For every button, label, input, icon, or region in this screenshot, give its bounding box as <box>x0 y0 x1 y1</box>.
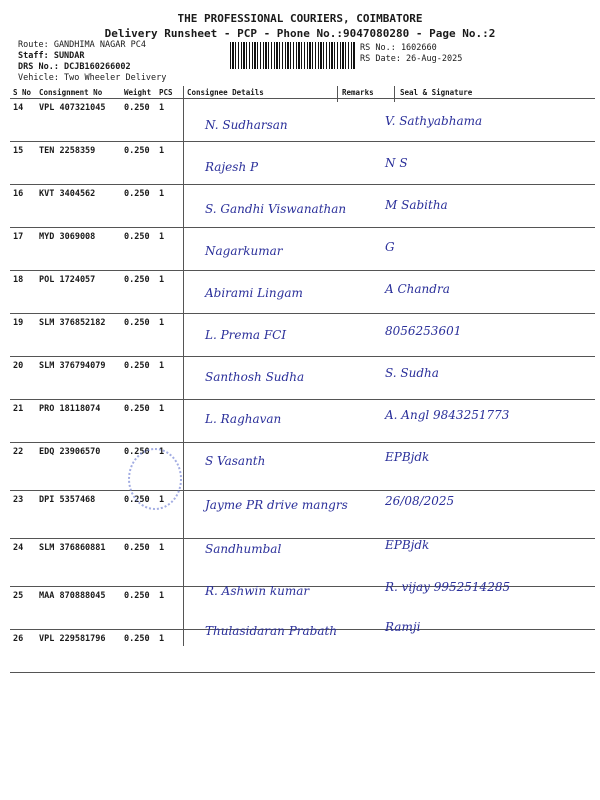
cell-consignment-no: VPL 229581796 <box>36 630 121 673</box>
cell-weight: 0.250 <box>121 491 156 539</box>
cell-sno: 15 <box>10 142 36 185</box>
consignee-handwriting: L. Raghavan <box>205 412 282 426</box>
signature-handwriting: N S <box>385 156 408 170</box>
signature-handwriting: A Chandra <box>385 282 450 296</box>
col-header-sno: S No <box>10 86 36 99</box>
cell-signature <box>397 142 595 185</box>
table-row <box>10 443 595 491</box>
col-header-remarks: Remarks <box>339 86 397 99</box>
cell-weight: 0.250 <box>121 539 156 587</box>
consignee-handwriting: L. Prema FCI <box>205 328 287 342</box>
cell-sno: 18 <box>10 271 36 314</box>
cell-pcs: 1 <box>156 314 184 357</box>
cell-remarks <box>339 630 397 673</box>
cell-pcs: 1 <box>156 99 184 142</box>
cell-sno: 22 <box>10 443 36 491</box>
cell-sno: 21 <box>10 400 36 443</box>
cell-weight: 0.250 <box>121 185 156 228</box>
cell-consignment-no: SLM 376794079 <box>36 357 121 400</box>
signature-handwriting: EPBjdk <box>385 538 430 552</box>
cell-pcs: 1 <box>156 587 184 630</box>
consignee-handwriting: Abirami Lingam <box>205 286 303 300</box>
cell-weight: 0.250 <box>121 400 156 443</box>
drs-number: DRS No.: DCJB160266002 <box>18 62 131 72</box>
cell-pcs: 1 <box>156 400 184 443</box>
consignee-handwriting: S Vasanth <box>205 454 266 468</box>
cell-consignment-no: EDQ 23906570 <box>36 443 121 491</box>
divider-signature <box>394 86 395 102</box>
cell-weight: 0.250 <box>121 587 156 630</box>
signature-handwriting: EPBjdk <box>385 450 430 464</box>
cell-consignment-no: PRO 18118074 <box>36 400 121 443</box>
consignee-handwriting: Nagarkumar <box>205 244 283 258</box>
cell-weight: 0.250 <box>121 443 156 491</box>
rs-number: RS No.: 1602660 <box>360 43 437 53</box>
cell-pcs: 1 <box>156 357 184 400</box>
cell-consignment-no: SLM 376852182 <box>36 314 121 357</box>
cell-signature <box>397 630 595 673</box>
cell-weight: 0.250 <box>121 271 156 314</box>
signature-handwriting: S. Sudha <box>385 366 439 380</box>
col-header-consignment: Consignment No <box>36 86 121 99</box>
signature-handwriting: A. Angl 9843251773 <box>385 408 510 422</box>
office-stamp <box>128 448 182 510</box>
divider-consignee <box>183 86 184 646</box>
signature-handwriting: 26/08/2025 <box>385 494 455 508</box>
table-row <box>10 142 595 185</box>
cell-consignment-no: MAA 870888045 <box>36 587 121 630</box>
cell-consignment-no: SLM 376860881 <box>36 539 121 587</box>
cell-pcs: 1 <box>156 142 184 185</box>
signature-handwriting: Ramji <box>385 620 421 634</box>
table-row <box>10 314 595 357</box>
signature-handwriting: M Sabitha <box>385 198 448 212</box>
staff-info: Staff: SUNDAR <box>18 51 85 61</box>
cell-sno: 16 <box>10 185 36 228</box>
consignee-handwriting: R. Ashwin kumar <box>205 584 310 598</box>
cell-sno: 14 <box>10 99 36 142</box>
cell-sno: 23 <box>10 491 36 539</box>
cell-sno: 24 <box>10 539 36 587</box>
vehicle-info: Vehicle: Two Wheeler Delivery <box>18 73 167 83</box>
consignee-handwriting: Jayme PR drive mangrs <box>205 498 348 512</box>
consignee-handwriting: N. Sudharsan <box>205 118 288 132</box>
consignee-handwriting: Rajesh P <box>205 160 259 174</box>
cell-consignment-no: DPI 5357468 <box>36 491 121 539</box>
cell-sno: 17 <box>10 228 36 271</box>
cell-pcs: 1 <box>156 539 184 587</box>
table-header-row <box>10 86 595 99</box>
col-header-consignee: Consignee Details <box>184 86 339 99</box>
cell-pcs: 1 <box>156 271 184 314</box>
divider-remarks <box>337 86 338 102</box>
signature-handwriting: 8056253601 <box>385 324 462 338</box>
signature-handwriting: R. vijay 9952514285 <box>385 580 511 594</box>
cell-pcs: 1 <box>156 228 184 271</box>
cell-sno: 25 <box>10 587 36 630</box>
signature-handwriting: V. Sathyabhama <box>385 114 483 128</box>
route-info: Route: GANDHIMA NAGAR PC4 <box>18 40 146 50</box>
cell-consignment-no: TEN 2258359 <box>36 142 121 185</box>
cell-consignment-no: KVT 3404562 <box>36 185 121 228</box>
cell-consignment-no: VPL 407321045 <box>36 99 121 142</box>
cell-signature <box>397 228 595 271</box>
cell-pcs: 1 <box>156 630 184 673</box>
cell-weight: 0.250 <box>121 357 156 400</box>
company-title: THE PROFESSIONAL COURIERS, COIMBATORE <box>177 12 423 25</box>
consignee-handwriting: Sandhumbal <box>205 542 282 556</box>
col-header-pcs: PCS <box>156 86 184 99</box>
cell-consignment-no: POL 1724057 <box>36 271 121 314</box>
signature-handwriting: G <box>385 240 395 254</box>
cell-weight: 0.250 <box>121 142 156 185</box>
cell-sno: 26 <box>10 630 36 673</box>
table-row <box>10 228 595 271</box>
cell-weight: 0.250 <box>121 228 156 271</box>
cell-weight: 0.250 <box>121 630 156 673</box>
runsheet-subtitle: Delivery Runsheet - PCP - Phone No.:9047080280 - Page No.:2 <box>104 27 496 40</box>
barcode-image <box>230 42 355 69</box>
cell-weight: 0.250 <box>121 314 156 357</box>
cell-consignment-no: MYD 3069008 <box>36 228 121 271</box>
cell-pcs: 1 <box>156 185 184 228</box>
cell-sno: 19 <box>10 314 36 357</box>
cell-pcs: 1 <box>156 491 184 539</box>
table-row <box>10 99 595 142</box>
col-header-signature: Seal & Signature <box>397 86 595 99</box>
consignee-handwriting: Thulasidaran Prabath <box>205 624 338 638</box>
cell-sno: 20 <box>10 357 36 400</box>
cell-weight: 0.250 <box>121 99 156 142</box>
rs-date: RS Date: 26-Aug-2025 <box>360 54 463 64</box>
consignee-handwriting: S. Gandhi Viswanathan <box>205 202 347 216</box>
cell-pcs: 1 <box>156 443 184 491</box>
col-header-weight: Weight <box>121 86 156 99</box>
consignee-handwriting: Santhosh Sudha <box>205 370 305 384</box>
